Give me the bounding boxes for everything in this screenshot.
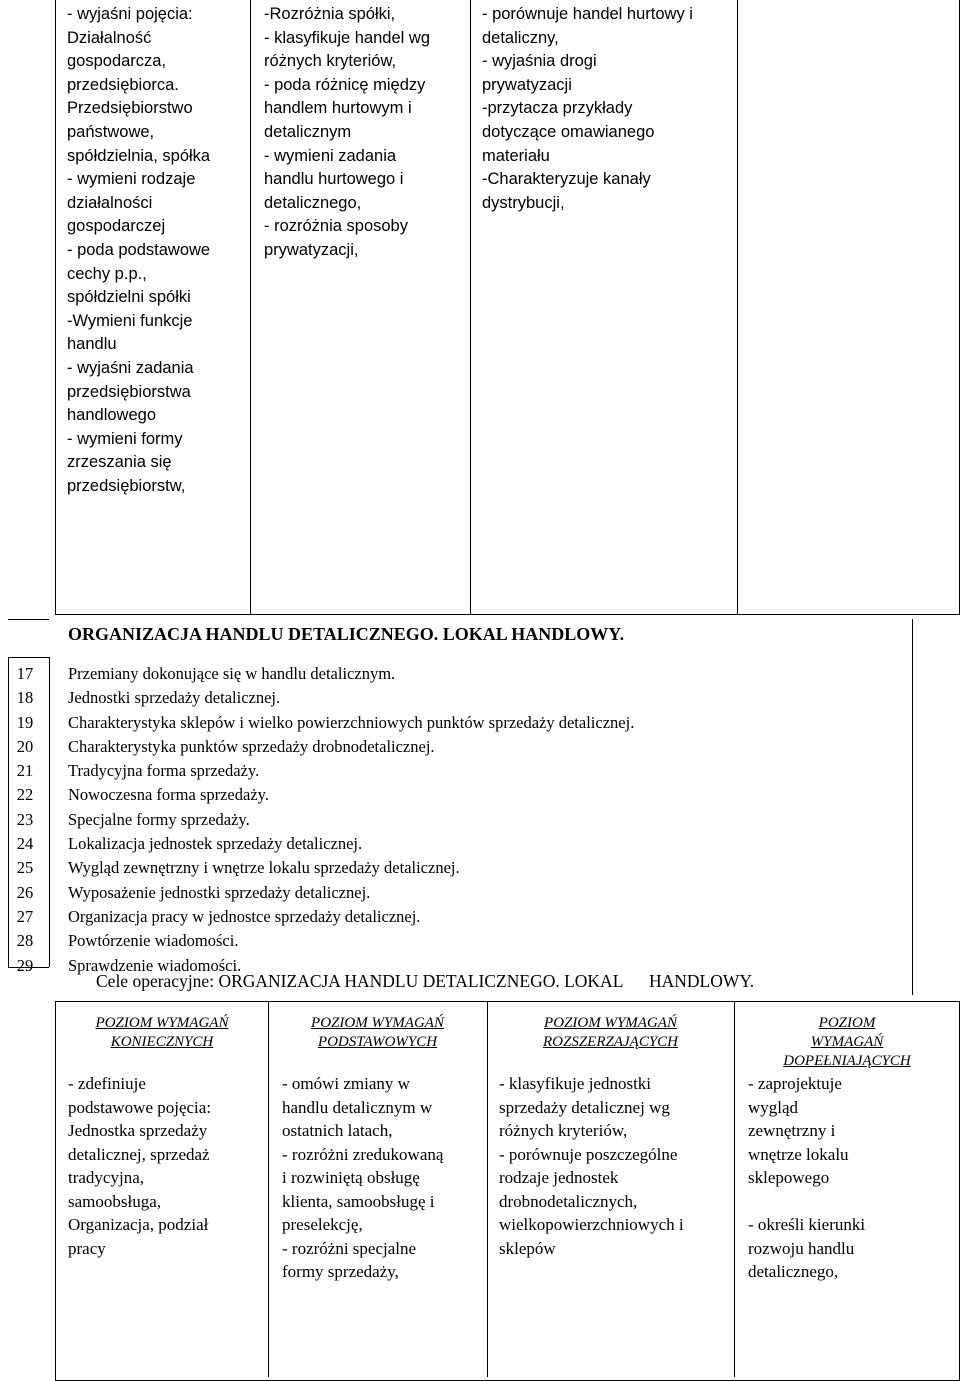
lesson-topic: Charakterystyka sklepów i wielko powierzchniowych punktów sprzedaży detalicznej. — [68, 712, 635, 732]
header-rozszerzajace: POZIOM WYMAGAŃ ROZSZERZAJĄCYCH — [542, 1015, 678, 1050]
lesson-number: 29 — [16, 955, 34, 975]
lesson-topic: Specjalne formy sprzedaży. — [68, 809, 250, 829]
lesson-topic: Lokalizacja jednostek sprzedaży detalicznej. — [68, 834, 363, 854]
column-divider — [487, 1001, 488, 1377]
lesson-topic: Tradycyjna forma sprzedaży. — [68, 761, 260, 781]
column-divider — [470, 0, 471, 615]
header-podstawowe: POZIOM WYMAGAŃ PODSTAWOWYCH — [311, 1015, 444, 1050]
column-divider — [734, 1001, 735, 1377]
lesson-topic: Organizacja pracy w jednostce sprzedaży detalicznej. — [68, 906, 421, 926]
number-column-right — [49, 657, 50, 967]
section-right-border — [912, 619, 913, 995]
lesson-topic: Nowoczesna forma sprzedaży. — [68, 785, 269, 805]
lesson-number: 21 — [16, 761, 34, 781]
lesson-number: 26 — [16, 882, 34, 902]
lesson-number: 19 — [16, 712, 34, 732]
lesson-topic: Jednostki sprzedaży detalicznej. — [68, 688, 281, 708]
lesson-topic: Wygląd zewnętrzny i wnętrze lokalu sprzedaży detalicznej. — [68, 858, 460, 878]
bottom-cell-dopelniajace: - zaprojektuje wygląd zewnętrzny i wnętrze lokalu sklepowego - określi kierunki rozwoju handlu detalicznego, — [748, 1074, 866, 1281]
number-column-top — [8, 619, 49, 620]
section-title: ORGANIZACJA HANDLU DETALICZNEGO. LOKAL HANDLOWY. — [68, 624, 625, 644]
lesson-topic: Przemiany dokonujące się w handlu detalicznym. — [68, 664, 396, 683]
bottom-cell-rozszerzajace: - klasyfikuje jednostki sprzedaży detalicznej wg różnych kryteriów, - porównuje poszczególne rodzaje jednostek drobnodetalicznych, wielkopowierzchniowych i sklepów — [499, 1074, 684, 1258]
header-konieczne: POZIOM WYMAGAŃ KONIECZNYCH — [95, 1015, 229, 1050]
lesson-number: 18 — [16, 688, 34, 708]
lesson-topics — [68, 662, 634, 978]
lesson-number: 27 — [16, 906, 34, 926]
top-cell-podstawowe: -Rozróżnia spółki, - klasyfikuje handel wg różnych kryteriów, - poda różnicę między handlem hurtowym i detalicznym - wymieni zadania handlu hurtowego i detalicznego, - rozróżnia sposoby prywatyzacji, — [264, 5, 430, 259]
lesson-topic: Sprawdzenie wiadomości. — [68, 955, 242, 975]
bottom-cell-podstawowe: - omówi zmiany w handlu detalicznym w ostatnich latach, - rozróżni zredukowaną i rozwiniętą obsługę klienta, samoobsługę i preselekcję, - rozróżni specjalne formy sprzedaży, — [282, 1074, 444, 1281]
lesson-number: 25 — [16, 858, 34, 878]
column-divider — [250, 0, 251, 615]
number-column-header-line — [8, 657, 49, 658]
header-dopelniajace: POZIOM WYMAGAŃ DOPEŁNIAJĄCYCH — [783, 1015, 911, 1069]
bottom-cell-konieczne: - zdefiniuje podstawowe pojęcia: Jednostka sprzedaży detalicznej, sprzedaż tradycyjna, samoobsługa, Organizacja, podział pracy — [68, 1074, 212, 1258]
column-divider — [268, 1001, 269, 1377]
lesson-numbers — [8, 662, 42, 978]
operational-goals-heading: Cele operacyjne: ORGANIZACJA HANDLU DETALICZNEGO. LOKAL HANDLOWY. — [96, 971, 755, 991]
lesson-topic: Wyposażenie jednostki sprzedaży detalicznej. — [68, 882, 371, 902]
lesson-number: 24 — [16, 834, 34, 854]
lesson-topic: Powtórzenie wiadomości. — [68, 931, 239, 951]
column-divider — [737, 0, 738, 615]
lesson-number: 17 — [16, 664, 34, 683]
lesson-number: 22 — [16, 785, 34, 805]
lesson-number: 28 — [16, 931, 34, 951]
top-cell-konieczne: - wyjaśni pojęcia: Działalność gospodarcza, przedsiębiorca. Przedsiębiorstwo państwowe, spółdzielnia, spółka - wymieni rodzaje działalności gospodarczej - poda podstawowe cechy p.p., spółdzielni spółki -Wymieni funkcje handlu - wyjaśni zadania przedsiębiorstwa handlowego - wymieni formy zrzeszania się przedsiębiorstw, — [67, 5, 211, 495]
lesson-number: 20 — [16, 736, 34, 756]
lesson-number: 23 — [16, 809, 34, 829]
lesson-topic: Charakterystyka punktów sprzedaży drobnodetalicznej. — [68, 736, 435, 756]
top-cell-rozszerzajace: - porównuje handel hurtowy i detaliczny, - wyjaśnia drogi prywatyzacji -przytacza przykłady dotyczące omawianego materiału -Charakteryzuje kanały dystrybucji, — [482, 5, 693, 212]
